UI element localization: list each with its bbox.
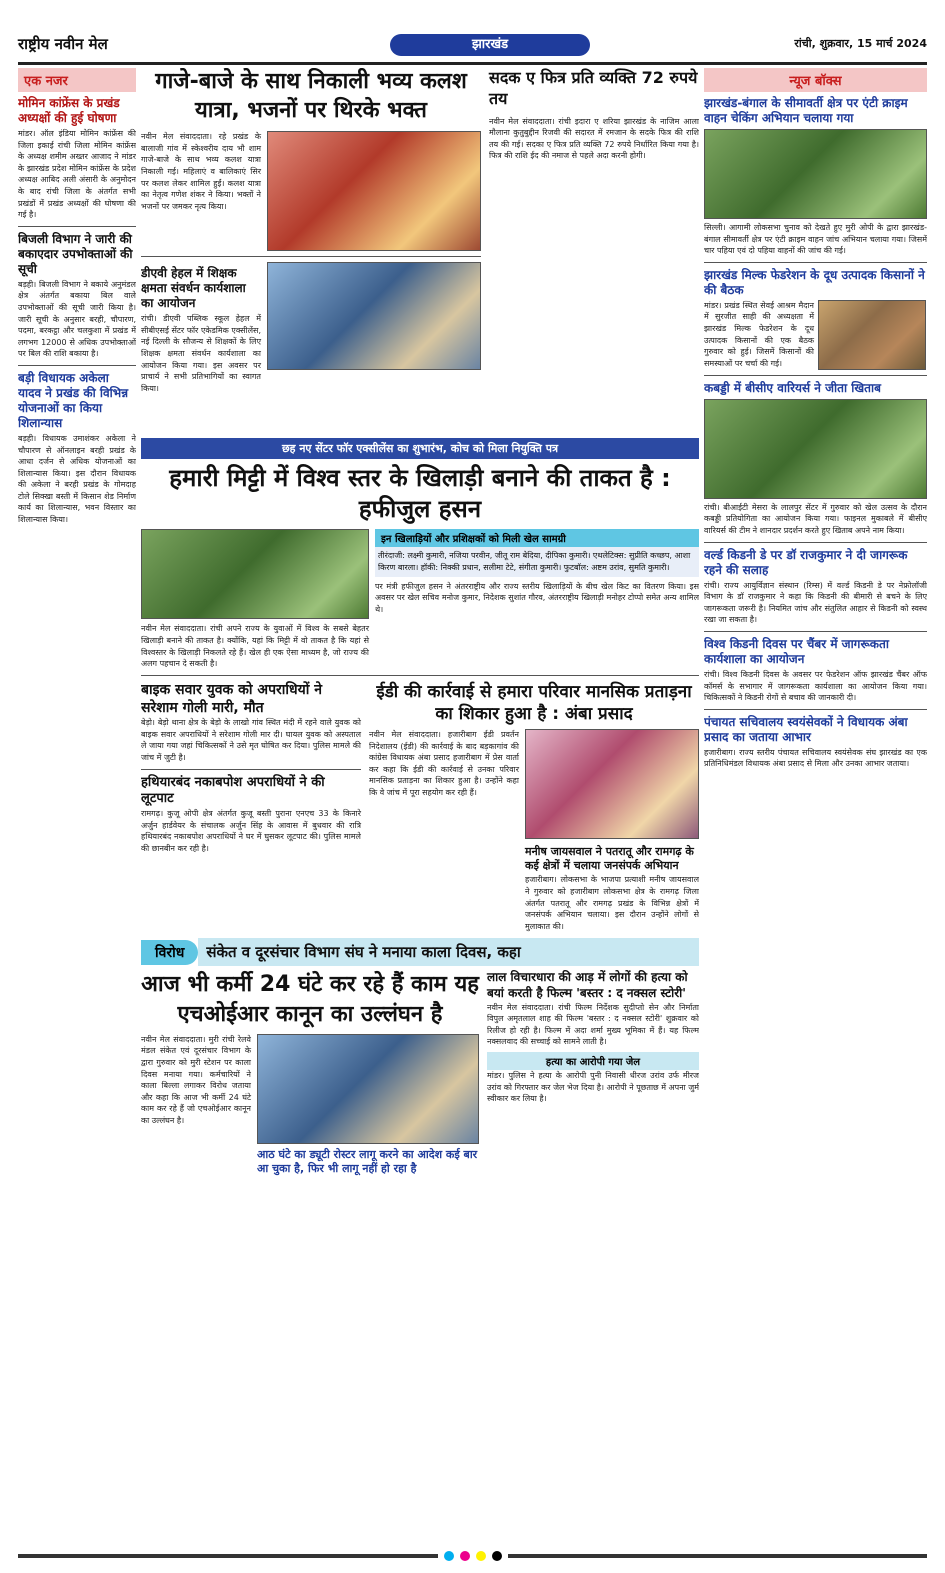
divider xyxy=(704,262,927,263)
ek-nazar-title: एक नजर xyxy=(18,68,136,92)
left-item2-body: बड़ही। बिजली विभाग ने बकाये अनुमंडल क्षेत्र अंतर्गत बकाया बिल वाले उपभोक्ताओं की सूची जारी किया है। जारी सूची के अनुसार बरही, चौपारण, पदमा, बरकट्ठा और चलकुशा में प्रखंड में लगभग 12000 से अधिक उपभोक्ताओं पर बिल की राशि बकाया है। xyxy=(18,279,136,359)
black-dot xyxy=(492,1551,502,1561)
right4-headline: वर्ल्ड किडनी डे पर डॉ राजकुमार ने दी जागरूक रहने की सलाह xyxy=(704,547,908,577)
divider xyxy=(704,631,927,632)
virodh-tag: विरोध xyxy=(141,940,198,965)
story9-body: नवीन मेल संवाददाता। रांची फिल्म निर्देशक सुदीप्तो सेन और निर्माता विपुल अमृतलाल शाह की फिल्म 'बस्तर : द नक्सल स्टोरी' शुक्रवार को रिलीज हो रही है। फिल्म में अदा शर्मा मुख्य भूमिका में हैं। यह फिल्म नक्सलवाद की सच्चाई को सामने लाती है। xyxy=(487,1002,699,1047)
left-item3-headline: बड़ी विधायक अकेला यादव ने प्रखंड की विभिन्न योजनाओं का किया शिलान्यास xyxy=(18,370,129,430)
section-label: झारखंड xyxy=(390,34,590,56)
story2-body: नवीन मेल संवाददाता। रांची इदारा ए शरिया झारखंड के नाजिम आला मौलाना कुतुबुद्दीन रिजवी की सदारत में रमजान के सदके फित्र की राशि तय की गई। सदका ए फित्र प्रति व्यक्ति 72 रुपये निर्धारित किया गया है। फित्र की राशि ईद की नमाज से पहले अदा करनी होगी। xyxy=(489,116,699,161)
divider xyxy=(141,256,481,257)
right3-headline: कबड्डी में बीसीए वारियर्स ने जीता खिताब xyxy=(704,380,881,395)
right5-headline: विश्व किडनी दिवस पर चैंबर में जागरूकता कार्यशाला का आयोजन xyxy=(704,636,889,666)
story7-body: रामगढ़। कुजू ओपी क्षेत्र अंतर्गत कुजू बस्ती पुराना एनएच 33 के किनारे अर्जुन हार्डवेयर के संचालक अर्जुन सिंह के आवास में बुधवार की रात्रि हथियारबंद नकाबपोश अपराधियों ने घर में घुसकर लूटपाट की। पुलिस मामले की छानबीन कर रही है। xyxy=(141,809,361,854)
left-item1-headline: मोमिन कांफ्रेंस के प्रखंड अध्यक्षों की हुई घोषणा xyxy=(18,96,120,125)
main-column xyxy=(141,68,699,1540)
footer-rule xyxy=(18,1554,438,1558)
footer-rule xyxy=(508,1554,928,1558)
sports-strip: छह नए सेंटर फॉर एक्सीलेंस का शुभारंभ, कोच को मिला नियुक्ति पत्र xyxy=(141,438,699,459)
story9-headline: लाल विचारधारा की आड़ में लोगों की हत्या को बयां करती है फिल्म 'बस्तर : द नक्सल स्टोरी' xyxy=(487,970,688,1000)
railway-protest-photo xyxy=(257,1034,479,1144)
divider xyxy=(704,709,927,710)
right1-headline: झारखंड-बंगाल के सीमावर्ती क्षेत्र पर एंटी क्राइम वाहन चेकिंग अभियान चलाया गया xyxy=(704,96,908,125)
divider xyxy=(141,769,361,770)
amba-prasad-photo xyxy=(525,729,699,839)
story10-body: हजारीबाग। लोकसभा के भाजपा प्रत्याशी मनीष जायसवाल ने गुरुवार को हजारीबाग लोकसभा क्षेत्र के रामगढ़ जिला अंतर्गत पतरातू और रामगढ़ प्रखंड के विभिन्न क्षेत्रों में जनसंपर्क अभियान चलाया। इस दौरान उन्होंने लोगों से मुलाकात की। xyxy=(525,875,699,931)
right3-body: रांची। बीआईटी मेसरा के लालपुर सेंटर में गुरुवार को खेल उत्सव के दौरान कबड्डी प्रतियोगिता का आयोजन किया गया। फाइनल मुकाबले में बीसीए वारियर्स की टीम ने शानदार प्रदर्शन करते हुए खिताब अपने नाम किया। xyxy=(704,502,927,535)
vehicle-checking-photo xyxy=(704,129,927,219)
milk-federation-photo xyxy=(818,300,926,370)
masthead-rule xyxy=(18,62,927,65)
story8-quote: आठ घंटे का ड्यूटी रोस्टर लागू करने का आदेश कई बार आ चुका है, फिर भी लागू नहीं हो रहा है xyxy=(257,1147,478,1175)
divider xyxy=(704,375,927,376)
right-column xyxy=(704,68,927,1540)
dav-workshop-photo xyxy=(267,262,481,370)
story-sadqa-fitr xyxy=(489,68,699,438)
left-item2-headline: बिजली विभाग ने जारी की बकाएदार उपभोक्ताओं की सूची xyxy=(18,231,133,276)
story8-body: नवीन मेल संवाददाता। मुरी रांची रेलवे मंडल संकेत एवं दूरसंचार विभाग के द्वारा गुरुवार को मुरी स्टेशन पर काला दिवस मनाया गया। कर्मचारियों ने काला बिल्ला लगाकर विरोध जताया और कहा कि आज भी कर्मी 24 घंटे काम कर रहे हैं जो एचओईआर कानून का उल्लंघन है। xyxy=(141,1034,251,1125)
story10-headline: मनीष जायसवाल ने पतरातू और रामगढ़ के कई क्षेत्रों में चलाया जनसंपर्क अभियान xyxy=(525,844,694,872)
left-item1-body: मांडर। ऑल इंडिया मोमिन कांफ्रेंस की जिला इकाई रांची जिला मोमिन कांफ्रेंस के अध्यक्ष शमीम अख्तर आजाद ने मांडर के झारखंड प्रदेश मोमिन कांफ्रेंस के प्रदेश अध्यक्ष आबिद अली अंसारी के अनुमोदन के बाद रांची जिला के अंतर्गत सभी प्रखंडों में प्रखंड अध्यक्षों की घोषणा की गई है। xyxy=(18,129,136,220)
story2-headline: सदक ए फित्र प्रति व्यक्ति 72 रुपये तय xyxy=(489,68,698,108)
left-item3-body: बड़ही। विधायक उमाशंकर अकेला ने चौपारण से ऑनलाइन बरही प्रखंड के आधा दर्जन से अधिक योजनाओं का शिलान्यास किया। इस दौरान विधायक की अकेला ने बरही प्रखंड के गोमदाह टोले सिक्खा बस्ती में किसान शेड निर्माण कार्य का शिलान्यास, भवन विस्तार का शिलान्यास किया। xyxy=(18,433,136,525)
right6-body: हजारीबाग। राज्य स्तरीय पंचायत सचिवालय स्वयंसेवक संघ झारखंड का एक प्रतिनिधिमंडल विधायक अंबा प्रसाद से मिला और उनका आभार जताया। xyxy=(704,747,927,769)
story3-body: रांची। डीएवी पब्लिक स्कूल हेहल में सीबीएसई सेंटर फॉर एकेडमिक एक्सीलेंस, नई दिल्ली के सौजन्य से शिक्षकों के लिए शिक्षक क्षमता संवर्धन कार्यशाला का आयोजन किया गया। इस अवसर पर प्राचार्य ने सभी प्रतिभागियों का स्वागत किया। xyxy=(141,314,261,393)
right2-body: मांडर। प्रखंड स्थित सेवई आश्रम मैदान में सुरजीत साही की अध्यक्षता में झारखंड मिल्क फेडरेशन के दूध उत्पादक किसानों की एक बैठक गुरुवार को हुई। जिसमें किसानों की समस्याओं पर चर्चा की गई। xyxy=(704,300,814,368)
yellow-dot xyxy=(476,1551,486,1561)
divider xyxy=(704,542,927,543)
story11-body: मांडर। पुलिस ने हत्या के आरोपी पुनी निवासी धीरज उरांव उर्फ मीरज उरांव को गिरफ्तार कर जेल भेज दिया है। आरोपी ने पूछताछ में अपना जुर्म स्वीकार कर लिया है। xyxy=(487,1070,699,1104)
right1-body: सिल्ली। आगामी लोकसभा चुनाव को देखते हुए मुरी ओपी के द्वारा झारखंड-बंगाल सीमावर्ती क्षेत्र पर एंटी क्राइम वाहन जांच अभियान चलाया गया। जिसमें चार पहिया एवं दो पहिया वाहनों की जांच की गई। xyxy=(704,223,927,256)
kabaddi-team-photo xyxy=(704,399,927,499)
right2-headline: झारखंड मिल्क फेडरेशन के दूध उत्पादक किसानों ने की बैठक xyxy=(704,267,925,297)
divider xyxy=(141,675,699,676)
story6-body: नवीन मेल संवाददाता। हजारीबाग ईडी प्रवर्तन निदेशालय (ईडी) की कार्रवाई के बाद बड़कागांव की कांग्रेस विधायक अंबा प्रसाद हजारीबाग में प्रेस वार्ता कर कहा कि ईडी की कार्रवाई से उनका परिवार मानसिक प्रताड़ना का शिकार हुआ है। उन्होंने कहा कि वे जांच में पूरा सहयोग कर रही हैं। xyxy=(369,729,519,797)
right5-body: रांची। विश्व किडनी दिवस के अवसर पर फेडरेशन ऑफ झारखंड चैंबर ऑफ कॉमर्स के सभागार में जागरूकता कार्यशाला का आयोजन किया गया। चिकित्सकों ने किडनी रोगों से बचाव की जानकारी दी। xyxy=(704,669,927,703)
sports-event-photo xyxy=(141,529,369,619)
story1-headline: गाजे-बाजे के साथ निकाली भव्य कलश यात्रा, भजनों पर थिरके भक्त xyxy=(155,69,467,123)
newspaper-brand: राष्ट्रीय नवीन मेल xyxy=(18,35,108,53)
story4-body2: पर मंत्री हफीजुल हसन ने अंतरराष्ट्रीय और राज्य स्तरीय खिलाड़ियों के बीच खेल किट का वितरण किया। इस अवसर पर खेल सचिव मनोज कुमार, निदेशक सुशांत गौरव, अंतरराष्ट्रीय खिलाड़ी मनोहर टोप्पो समेत अन्य शामिल थे। xyxy=(375,581,699,614)
virodh-line: संकेत व दूरसंचार विभाग संघ ने मनाया काला दिवस, कहा xyxy=(198,938,699,966)
story6-headline: ईडी की कार्रवाई से हमारा परिवार मानसिक प्रताड़ना का शिकार हुआ है : अंबा प्रसाद xyxy=(376,681,692,724)
left-column xyxy=(18,68,136,1540)
story7-headline: हथियारबंद नकाबपोश अपराधियों ने की लूटपाट xyxy=(141,774,325,807)
sports-kit-caption: तीरंदाजी: लक्ष्मी कुमारी, नजिया परवीन, जीतू राम बेदिया, दीपिका कुमारी। एथलेटिक्स: सुप्रीति कच्छप, आशा किरण बारला। हॉकी: निक्की प्रधान, सलीमा टेटे, संगीता कुमारी। फुटबॉल: अष्टम उरांव, सुमति कुमारी। xyxy=(375,547,699,576)
dateline: रांची, शुक्रवार, 15 मार्च 2024 xyxy=(794,37,927,50)
divider xyxy=(18,365,136,366)
story5-headline: बाइक सवार युवक को अपराधियों ने सरेशाम गोली मारी, मौत xyxy=(141,681,323,716)
divider xyxy=(18,226,136,227)
story8-headline: आज भी कर्मी 24 घंटे कर रहे हैं काम यह एचओईआर कानून का उल्लंघन है xyxy=(141,972,479,1028)
virodh-banner xyxy=(141,938,699,966)
story3-headline: डीएवी हेहल में शिक्षक क्षमता संवर्धन कार्यशाला का आयोजन xyxy=(141,266,246,311)
news-box-title: न्यूज बॉक्स xyxy=(704,68,927,92)
story1-body: नवीन मेल संवाददाता। रहे प्रखंड के बालाजी गांव में स्केश्वरीय दाय भौ शाम गाजे-बाजे के साथ भव्य कलश यात्रा निकाली गई। महिलाएं व बालिकाएं सिर पर कलश लेकर शामिल हुईं। कलश यात्रा का नेतृत्व गणेश शंकर ने किया। भक्तों ने भजनों पर जमकर नृत्य किया। xyxy=(141,132,261,211)
kalash-yatra-photo xyxy=(267,131,481,251)
story4-headline: हमारी मिट्टी में विश्व स्तर के खिलाड़ी बनाने की ताकत है : हफीजुल हसन xyxy=(169,464,671,524)
right4-body: रांची। राज्य आयुर्विज्ञान संस्थान (रिम्स) में वर्ल्ड किडनी डे पर नेफ्रोलॉजी विभाग के डॉ राजकुमार ने कहा कि किडनी की बीमारी से बचने के लिए जागरूकता जरूरी है। नियमित जांच और संतुलित आहार से किडनी को स्वस्थ रखा जा सकता है। xyxy=(704,580,927,625)
story-kalash-yatra xyxy=(141,68,481,438)
sports-kit-caption-title: इन खिलाड़ियों और प्रशिक्षकों को मिली खेल सामग्री xyxy=(375,529,699,547)
story5-body: बेड़ो। बेड़ो थाना क्षेत्र के बेड़ो के लाखो गांव स्थित मंदी में रहने वाले युवक को बाइक सवार अपराधियों ने सरेशाम गोली मार दी। घायल युवक को अस्पताल ले जाया गया जहां चिकित्सकों ने उसे मृत घोषित कर दिया। पुलिस मामले की जांच में जुटी है। xyxy=(141,718,361,762)
print-registration-bar xyxy=(18,1548,927,1564)
magenta-dot xyxy=(460,1551,470,1561)
right6-headline: पंचायत सचिवालय स्वयंसेवकों ने विधायक अंबा प्रसाद का जताया आभार xyxy=(704,714,908,744)
story4-body: नवीन मेल संवाददाता। रांची अपने राज्य के युवाओं में विश्व के सबसे बेहतर खिलाड़ी बनाने की ताकत है। क्योंकि, यहां कि मिट्टी में वो ताकत है कि यहां से विश्वस्तर के खिलाड़ी निकलते रहे हैं। खेल ही एक ऐसा माध्यम है, जो राज्य की अलग पहचान दे सकती है। xyxy=(141,624,369,669)
cyan-dot xyxy=(444,1551,454,1561)
story11-headline: हत्या का आरोपी गया जेल xyxy=(487,1052,699,1070)
masthead xyxy=(18,30,927,64)
